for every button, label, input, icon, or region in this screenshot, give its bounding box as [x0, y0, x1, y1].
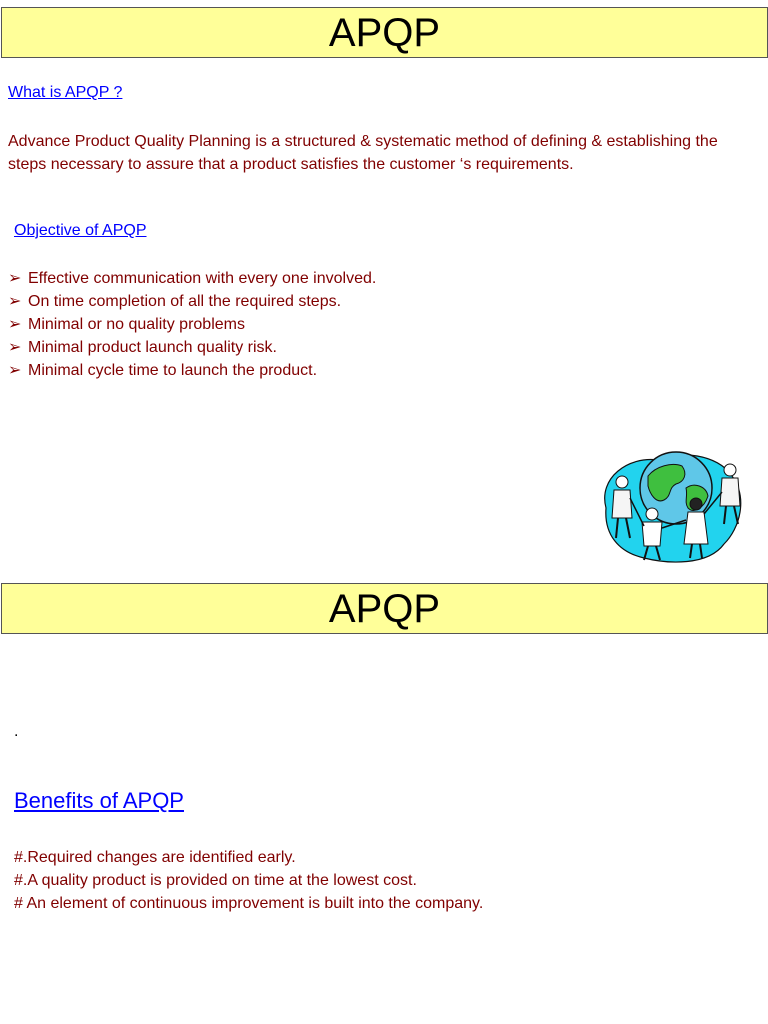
list-item: # An element of continuous improvement is built into the company.	[14, 895, 484, 912]
arrow-bullet-icon: ➢	[8, 316, 22, 333]
dot-text: .	[14, 723, 19, 740]
list-item: ➢ Minimal or no quality problems	[8, 313, 376, 336]
benefits-link[interactable]: Benefits of APQP	[14, 788, 184, 813]
objective-link[interactable]: Objective of APQP	[14, 222, 147, 239]
title-bar	[1, 7, 768, 58]
globe-people-clipart-icon	[598, 448, 744, 566]
what-is-apqp-link[interactable]: What is APQP ?	[8, 84, 123, 101]
arrow-bullet-icon: ➢	[8, 293, 22, 310]
arrow-bullet-icon: ➢	[8, 362, 22, 379]
slide-title: APQP	[328, 586, 441, 631]
list-item: #.Required changes are identified early.	[14, 849, 296, 866]
definition-text: Advance Product Quality Planning is a structured & systematic method of defining & establishing the steps necessary to assure that a product satisfies the customer ‘s requirements.	[8, 133, 718, 173]
slide-title: APQP	[328, 10, 441, 55]
objectives-list	[8, 267, 376, 382]
list-item: ➢ On time completion of all the required steps.	[8, 290, 376, 313]
list-item: ➢ Minimal product launch quality risk.	[8, 336, 376, 359]
arrow-bullet-icon: ➢	[8, 339, 22, 356]
list-item: ➢ Effective communication with every one involved.	[8, 267, 376, 290]
arrow-bullet-icon: ➢	[8, 270, 22, 287]
list-item: #.A quality product is provided on time at the lowest cost.	[14, 872, 417, 889]
list-item: ➢ Minimal cycle time to launch the product.	[8, 359, 376, 382]
title-bar	[1, 583, 768, 634]
benefits-list	[14, 846, 483, 915]
slide-2	[0, 576, 768, 1024]
